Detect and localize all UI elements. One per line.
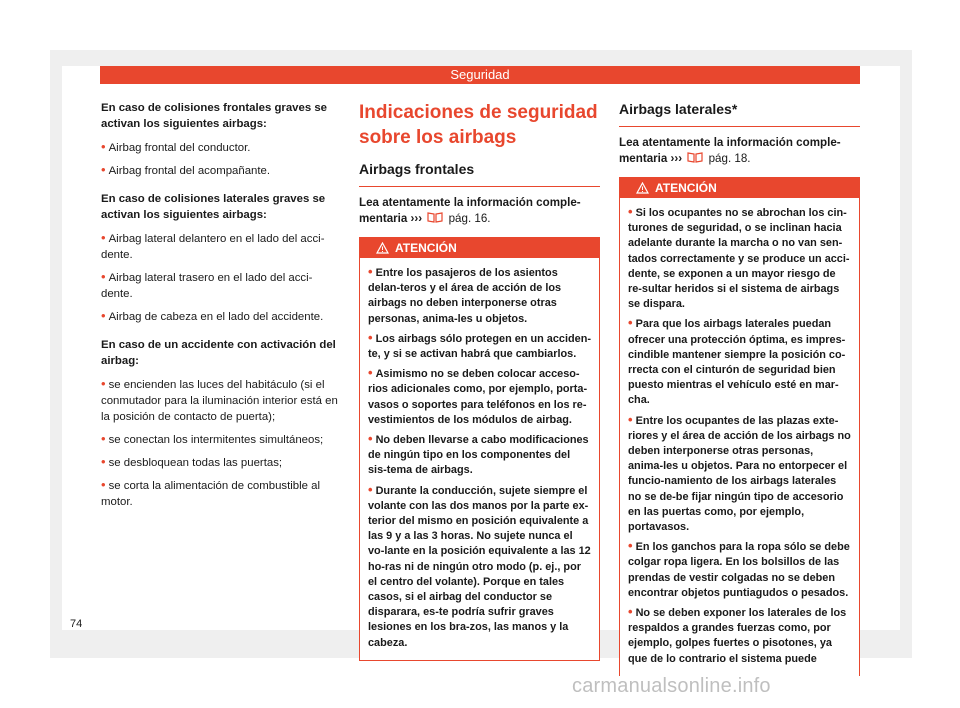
page-link[interactable]: pág. 16. [448, 212, 491, 225]
section-title: En caso de colisiones frontales graves se activan los siguientes airbags: [101, 102, 328, 130]
bullet-icon: • [101, 376, 106, 391]
list-item: • Asimismo no se deben colocar acceso-rios adicionales como, por ejemplo, porta-vasos o soportes para teléfonos en los re-vestimientos de los módulos de airbag. [368, 365, 588, 426]
bullet-icon: • [101, 230, 106, 245]
list-item: • se conectan los intermitentes simultáneos; [101, 431, 324, 446]
subsection-title: Airbags laterales* [619, 100, 860, 127]
bullet-icon: • [628, 538, 633, 554]
list-item: • No deben llevarse a cabo modificaciones de ningún tipo en los componentes del sis-tema de airbags. [368, 431, 589, 477]
bullet-icon: • [628, 315, 633, 331]
section-airbag-activation [101, 337, 339, 510]
list-item: • Para que los airbags laterales puedan ofrecer una protección óptima, es impres-cindible mantener siempre la posición co-rrecta con el cinturón de seguridad bien puesto mientras el vehículo esté en mar-cha. [628, 315, 846, 407]
bullet-icon: • [101, 162, 106, 177]
bullet-icon: • [101, 269, 106, 284]
section-title: En caso de un accidente con activación del airbag: [101, 339, 336, 367]
bullet-icon: • [101, 139, 106, 154]
bullet-icon: • [368, 481, 373, 497]
list-item: • Los airbags sólo protegen en un acciden-te, y si se activan habrá que cambiarlos. [368, 329, 591, 361]
warning-body [620, 198, 859, 676]
bullet-icon: • [368, 329, 373, 345]
cross-reference: Lea atentamente la información comple-mentaria ››› pág. 16. [359, 196, 581, 225]
page-link[interactable]: pág. 18. [708, 152, 751, 165]
page-number: 74 [70, 618, 83, 630]
bullet-icon: • [628, 604, 633, 620]
list-item: • Airbag lateral delantero en el lado del acci-dente. [101, 230, 325, 261]
section-header: Seguridad [100, 66, 860, 84]
list-item: • Airbag de cabeza en el lado del accidente. [101, 308, 324, 323]
section-lateral-collisions [101, 191, 339, 325]
warning-box [619, 177, 860, 676]
list-item: • Airbag frontal del acompañante. [101, 162, 271, 177]
list-item: • Durante la conducción, sujete siempre el volante con las dos manos por la parte ex-terior del mismo en posición equivalente a las 9 y a las 3 horas. No sujete nunca el vo-lante en la posición equivalente a las 12 ho-ras ni de ningún otro modo (p. ej., por el centro del volante). Porque en tales casos, si el airbag del conductor se disparara, es-te podría sufrir graves lesiones en los bra-zos, las manos y la cabeza. [368, 481, 591, 649]
list-item: • Airbag lateral trasero en el lado del acci-dente. [101, 269, 313, 300]
bullet-icon: • [368, 431, 373, 447]
bullet-icon: • [628, 411, 633, 427]
chapter-title: Indicaciones de seguridad sobre los airbags [359, 102, 598, 148]
list-item: • Si los ocupantes no se abrochan los cin-turones de seguridad, o se inclinan hacia adelante durante la marcha o no van sen-tados correctamente y se produce un acci-dente, se exponen a un mayor riesgo de re-sultar heridos si el sistema de airbags se dispara. [628, 204, 850, 311]
warning-box [359, 237, 600, 661]
warning-header: ATENCIÓN [620, 178, 859, 198]
list-item: • se corta la alimentación de combustible al motor. [101, 477, 321, 508]
bullet-icon: • [101, 454, 106, 469]
warning-icon [636, 182, 649, 194]
subsection-title: Airbags frontales [359, 160, 600, 187]
list-item: • Entre los pasajeros de los asientos delan-teros y el área de acción de los airbags no deben interponerse otras personas, anima-les u objetos. [368, 264, 562, 325]
bullet-icon: • [101, 477, 106, 492]
bullet-icon: • [101, 308, 106, 323]
bullet-icon: • [368, 365, 373, 381]
warning-icon [376, 242, 389, 254]
book-icon [687, 152, 703, 163]
warning-header: ATENCIÓN [360, 238, 599, 258]
bullet-icon: • [628, 204, 633, 219]
list-item: • Airbag frontal del conductor. [101, 139, 251, 154]
list-item: • se desbloquean todas las puertas; [101, 454, 283, 469]
column-2 [359, 100, 600, 661]
book-icon [427, 212, 443, 223]
list-item: • Entre los ocupantes de las plazas exte-riores y el área de acción de los airbags no deben interponerse otras personas, anima-les u objetos. Para no entorpecer el funcio-namiento de los airbags laterales no se de-be fijar ningún tipo de accesorio en las puertas como, por ejemplo, portavasos. [628, 411, 851, 534]
section-title: En caso de colisiones laterales graves se activan los siguientes airbags: [101, 193, 326, 221]
list-item: • se encienden las luces del habitáculo (si el conmutador para la iluminación interior está en la posición de contacto de puerta); [101, 376, 338, 423]
warning-body [360, 258, 599, 660]
cross-reference: Lea atentamente la información comple-mentaria ››› pág. 18. [619, 136, 841, 165]
bullet-icon: • [368, 264, 373, 279]
section-frontal-collisions [101, 100, 339, 179]
watermark: carmanualsonline.info [572, 675, 771, 697]
bullet-icon: • [101, 431, 106, 446]
column-3 [619, 100, 860, 676]
list-item: • En los ganchos para la ropa sólo se debe colgar ropa ligera. En los bolsillos de las prendas de vestir colgadas no se deben encontrar objetos puntiagudos o pesados. [628, 538, 850, 599]
column-1 [101, 100, 339, 516]
list-item: • No se deben exponer los laterales de los respaldos a grandes fuerzas como, por ejemplo, golpes fuertes o pisotones, ya que de lo contrario el sistema puede [628, 604, 847, 665]
